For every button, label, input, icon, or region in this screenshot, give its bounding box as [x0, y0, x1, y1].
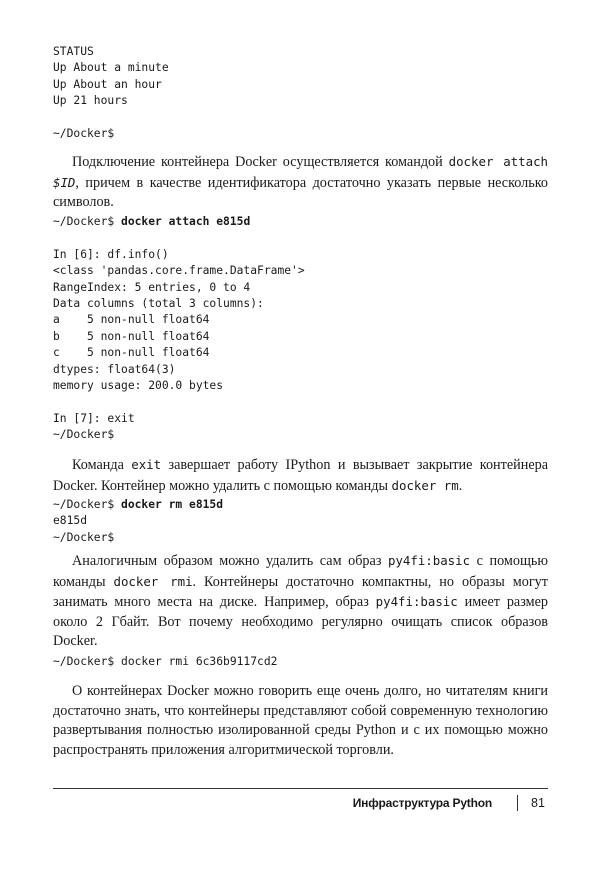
code-line: ~/Docker$	[53, 530, 115, 544]
code-line: a 5 non-null float64	[53, 313, 210, 327]
inline-code: py4fi:basic	[375, 594, 458, 610]
code-line: dtypes: float64(3)	[53, 362, 176, 376]
code-line: memory usage: 200.0 bytes	[53, 379, 224, 393]
code-prompt: ~/Docker$	[53, 498, 122, 511]
inline-code: docker rm	[391, 477, 459, 493]
code-line: Data columns (total 3 columns):	[53, 297, 264, 311]
code-command: docker rm e815d	[121, 498, 224, 511]
code-prompt: ~/Docker$	[53, 215, 122, 228]
code-line: STATUS	[53, 45, 94, 58]
inline-code: py4fi:basic	[388, 553, 471, 568]
code-line: <class 'pandas.core.frame.DataFrame'>	[53, 264, 305, 278]
footer-rule	[53, 788, 548, 789]
code-block-rmi	[53, 654, 277, 670]
code-line: ~/Docker$ docker rmi 6c36b9117cd2	[53, 655, 278, 668]
code-line: ~/Docker$	[53, 127, 115, 141]
code-command: docker attach e815d	[121, 215, 251, 228]
code-block-status	[53, 44, 169, 142]
running-footer-title: Инфраструктура Python	[352, 796, 492, 810]
footer-separator	[517, 795, 518, 811]
code-block-attach	[53, 214, 305, 444]
code-line: Up About an hour	[53, 77, 162, 91]
paragraph-conclusion: О контейнерах Docker можно говорить еще очень долго, но читателям книги достаточно знать, что контейнеры представляют собой современную технологию развертывания полностью изолированной среды Python и с их помощью можно распространять приложения алгоритмической торговли.	[53, 683, 548, 758]
code-block-rm	[53, 497, 223, 546]
code-line: In [7]: exit	[53, 411, 135, 425]
code-line: e815d	[53, 514, 88, 528]
paragraph-docker-attach: Подключение контейнера Docker осуществляется командой docker attach $ID, причем в качестве идентификатора достаточно указать первые несколько символов.	[53, 154, 548, 211]
code-line: In [6]: df.info()	[53, 247, 169, 261]
inline-code: exit	[131, 457, 162, 472]
code-line: b 5 non-null float64	[53, 329, 210, 343]
inline-code-variable: $ID	[53, 174, 76, 190]
code-line: Up 21 hours	[53, 94, 128, 108]
code-line: c 5 non-null float64	[53, 346, 210, 360]
inline-code: docker attach	[448, 154, 548, 169]
code-line: ~/Docker$	[53, 428, 115, 442]
paragraph-exit: Команда exit завершает работу IPython и вызывает закрытие контейнера Docker. Контейнер можно удалить с помощью команды docker rm.	[53, 457, 549, 494]
page-number: 81	[531, 796, 545, 810]
code-line: RangeIndex: 5 entries, 0 to 4	[53, 280, 251, 294]
code-line: Up About a minute	[53, 61, 169, 75]
inline-code: docker rmi	[113, 573, 193, 589]
paragraph-rmi: Аналогичным образом можно удалить сам образ py4fi:basic с помощью команды docker rmi. Контейнеры достаточно компактны, но образы могут занимать много места на диске. Например, образ py4fi:basic имеет размер около 2 Гбайт. Вот почему необходимо регулярно очищать список образов Docker.	[53, 553, 548, 650]
